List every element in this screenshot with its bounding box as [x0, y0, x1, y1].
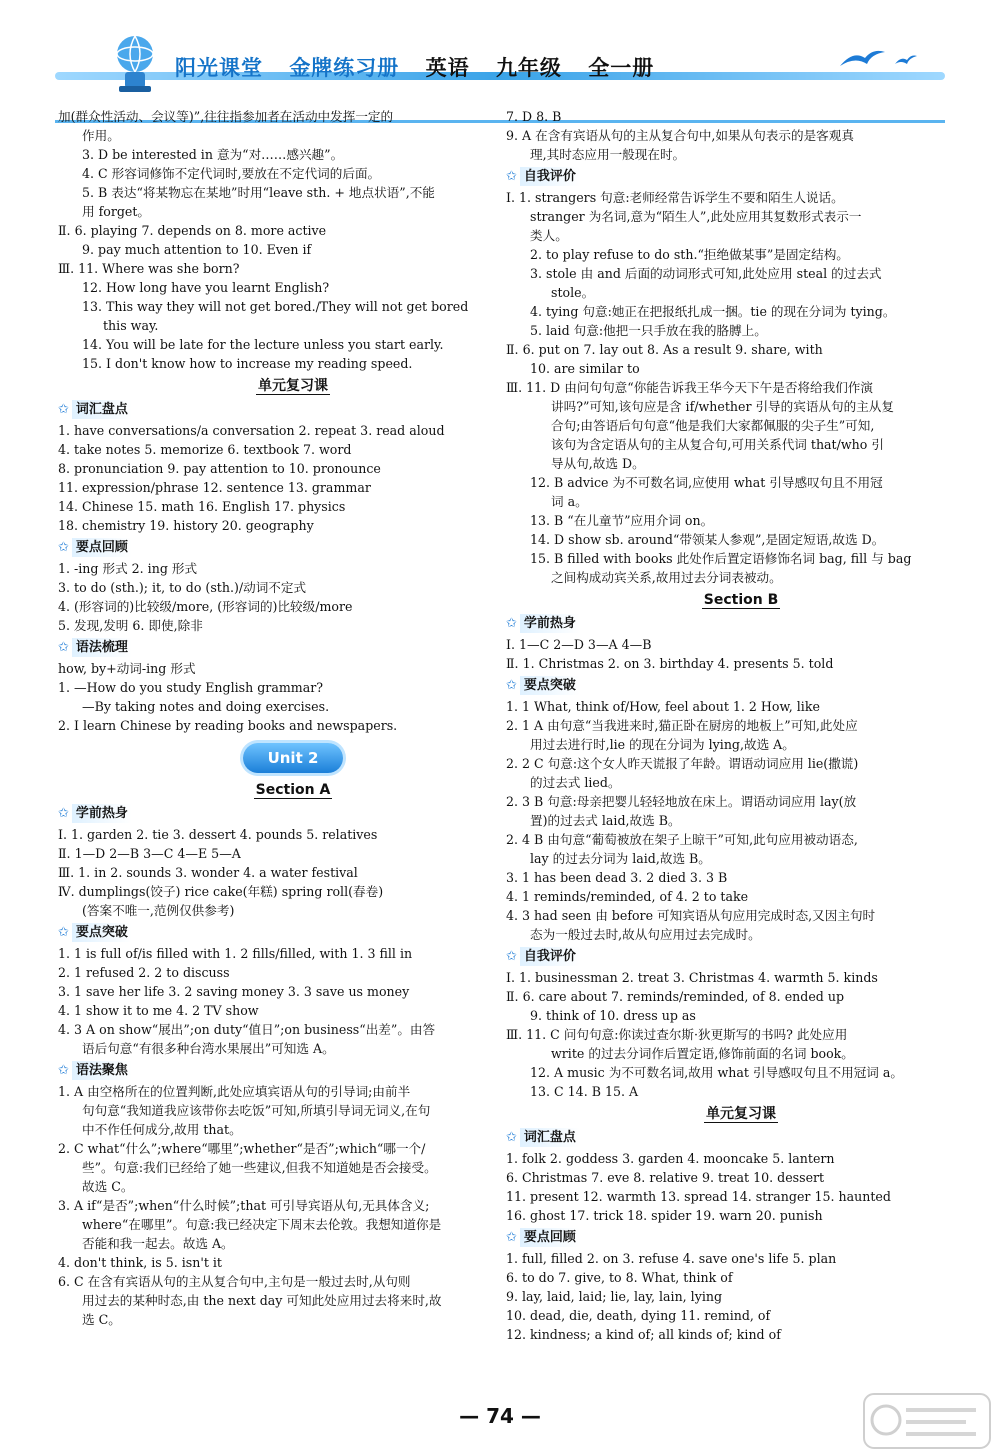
answer-line: 18. chemistry 19. history 20. geography — [58, 518, 314, 533]
answer-line: Ⅰ. 1. garden 2. tie 3. dessert 4. pounds 5. relatives — [58, 827, 378, 842]
star-icon: ✩ — [58, 925, 69, 940]
answer-line: Ⅰ. 1. strangers 句意:老师经常告诉学生不要和陌生人说话。 — [506, 190, 844, 205]
answer-line: 1. folk 2. goddess 3. garden 4. mooncake 5. lantern — [506, 1151, 835, 1166]
answer-line: 1. 1 What, think of/How, feel about 1. 2 How, like — [506, 699, 820, 714]
section-heading — [506, 675, 976, 696]
answer-line: 理,其时态应用一般现在时。 — [530, 147, 686, 162]
series-name: 金牌练习册 — [289, 56, 400, 80]
answer-line: 用过去进行时,lie 的现在分词为 lying,故选 A。 — [530, 737, 795, 752]
section-title-text: Section B — [703, 592, 779, 608]
answer-line: 9. think of 10. dress up as — [530, 1008, 696, 1023]
answer-line: 6. C 在含有宾语从句的主从复合句中,主句是一般过去时,从句则 — [58, 1274, 411, 1289]
answer-line: 13. C 14. B 15. A — [530, 1084, 639, 1099]
left-column — [58, 107, 528, 1329]
answer-line: 11. present 12. warmth 13. spread 14. stranger 15. haunted — [506, 1189, 891, 1204]
answer-line: 6. Christmas 7. eve 8. relative 9. treat 10. dessert — [506, 1170, 825, 1185]
answer-line: 2. C what“什么”;where“哪里”;whether“是否”;which“哪一个/ — [58, 1141, 426, 1156]
section-title-text: 单元复习课 — [258, 378, 328, 394]
answer-line: 2. I learn Chinese by reading books and newspapers. — [58, 718, 398, 733]
answer-line: 9. lay, laid, laid; lie, lay, lain, lying — [506, 1289, 723, 1304]
answer-line: 10. dead, die, death, dying 11. remind, of — [506, 1308, 771, 1323]
answer-line: 12. kindness; a kind of; all kinds of; kind of — [506, 1327, 781, 1342]
answer-line: 15. I don't know how to increase my reading speed. — [82, 356, 413, 371]
star-icon: ✩ — [506, 169, 517, 184]
answer-line: 5. 发现,发明 6. 即使,除非 — [58, 618, 203, 633]
answer-line: 12. How long have you learnt English? — [82, 280, 330, 295]
answer-line: 2. 2 C 句意:这个女人昨天谎报了年龄。谓语动词应用 lie(撒谎) — [506, 756, 859, 771]
answer-line: 类人。 — [530, 228, 568, 243]
answer-line: write 的过去分词作后置定语,修饰前面的名词 book。 — [551, 1046, 854, 1061]
answer-line: stranger 为名词,意为“陌生人”,此处应用其复数形式表示一 — [530, 209, 862, 224]
answer-line: 态为一般过去时,故从句应用过去完成时。 — [530, 927, 761, 942]
header-title — [175, 52, 672, 82]
answer-line: 4. take notes 5. memorize 6. textbook 7. word — [58, 442, 352, 457]
answer-line: 9. pay much attention to 10. Even if — [82, 242, 312, 257]
answer-line: 该句为含定语从句的主从复合句,可用关系代词 that/who 引 — [551, 437, 884, 452]
answer-line: 14. D show sb. around“带领某人参观”,是固定短语,故选 D。 — [530, 532, 885, 547]
answer-line: 选 C。 — [82, 1312, 121, 1327]
star-icon: ✩ — [58, 640, 69, 655]
answer-line: 讲吗?”可知,该句应是含 if/whether 引导的宾语从句的主从复 — [551, 399, 894, 414]
answer-line: 导从句,故选 D。 — [551, 456, 645, 471]
answer-line: Ⅲ. 11. C 问句句意:你读过查尔斯·狄更斯写的书吗? 此处应用 — [506, 1027, 848, 1042]
answer-line: 用 forget。 — [82, 204, 151, 219]
answer-line: 置)的过去式 laid,故选 B。 — [530, 813, 681, 828]
answer-line: 4. 1 show it to me 4. 2 TV show — [58, 1003, 259, 1018]
subject-label: 英语 — [425, 56, 470, 80]
page-header — [55, 30, 945, 105]
answer-line: Ⅱ. 6. care about 7. reminds/reminded, of 8. ended up — [506, 989, 845, 1004]
section-label: 要点突破 — [72, 923, 132, 942]
answer-line: Ⅳ. dumplings(饺子) rice cake(年糕) spring roll(春卷) — [58, 884, 384, 899]
answer-line: 3. stole 由 and 后面的动词形式可知,此处应用 steal 的过去式 — [530, 266, 882, 281]
grade-label: 九年级 — [495, 56, 562, 80]
answer-line: 10. are similar to — [530, 361, 640, 376]
section-heading — [506, 1227, 976, 1248]
answer-line: 1. -ing 形式 2. ing 形式 — [58, 561, 198, 576]
section-heading — [58, 537, 528, 558]
section-label: 要点突破 — [520, 676, 580, 695]
answer-line: 词 a。 — [551, 494, 588, 509]
section-label: 语法梳理 — [72, 638, 132, 657]
star-icon: ✩ — [58, 806, 69, 821]
answer-line: 4. 3 A on show“展出”;on duty“值日”;on business“出差”。由答 — [58, 1022, 436, 1037]
sunshine-globe-logo — [105, 32, 165, 94]
answer-line: 4. (形容词的)比较级/more, (形容词的)比较级/more — [58, 599, 353, 614]
section-heading — [506, 1127, 976, 1148]
answer-line: 2. 1 refused 2. 2 to discuss — [58, 965, 230, 980]
section-label: 语法聚焦 — [72, 1061, 132, 1080]
answer-line: lay 的过去分词为 laid,故选 B。 — [530, 851, 711, 866]
section-label: 自我评价 — [520, 167, 580, 186]
answer-line: 的过去式 lied。 — [530, 775, 621, 790]
section-heading — [506, 946, 976, 967]
answer-line: 6. to do 7. give, to 8. What, think of — [506, 1270, 733, 1285]
answer-line: 用过去的某种时态,由 the next day 可知此处应用过去将来时,故 — [82, 1293, 442, 1308]
answer-line: 句句意“我知道我应该带你去吃饭”可知,所填引导词无词义,在句 — [82, 1103, 431, 1118]
section-label: 要点回顾 — [520, 1228, 580, 1247]
star-icon: ✩ — [506, 678, 517, 693]
answer-line: 5. B 表达“将某物忘在某地”时用“leave sth. + 地点状语”,不能 — [82, 185, 435, 200]
answer-line: 3. D be interested in 意为“对……感兴趣”。 — [82, 147, 344, 162]
answer-line: 14. You will be late for the lecture unless you start early. — [82, 337, 444, 352]
section-heading — [58, 922, 528, 943]
answer-line: 4. tying 句意:她正在把报纸扎成一捆。tie 的现在分词为 tying。 — [530, 304, 896, 319]
flying-birds-icon — [835, 44, 925, 74]
answer-line: 1. 1 is full of/is filled with 1. 2 fills/filled, with 1. 3 fill in — [58, 946, 413, 961]
section-heading — [58, 399, 528, 420]
answer-line: 11. expression/phrase 12. sentence 13. grammar — [58, 480, 371, 495]
answer-line: Ⅱ. 1. Christmas 2. on 3. birthday 4. presents 5. told — [506, 656, 834, 671]
section-title-text: Section A — [255, 782, 331, 798]
answer-line: 13. This way they will not get bored./They will not get bored — [82, 299, 469, 314]
star-icon: ✩ — [58, 402, 69, 417]
section-heading — [506, 613, 976, 634]
answer-line: how, by+动词-ing 形式 — [58, 661, 196, 676]
section-label: 学前热身 — [520, 614, 580, 633]
answer-line: 2. to play refuse to do sth.“拒绝做某事”是固定结构。 — [530, 247, 849, 262]
section-title — [506, 1103, 976, 1125]
star-icon: ✩ — [506, 1130, 517, 1145]
section-title-text: 单元复习课 — [706, 1106, 776, 1122]
right-column — [506, 107, 976, 1344]
answer-line: 2. 1 A 由句意“当我进来时,猫正卧在厨房的地板上”可知,此处应 — [506, 718, 858, 733]
volume-label: 全一册 — [588, 56, 655, 80]
star-icon: ✩ — [58, 540, 69, 555]
page-number: — 74 — — [459, 1404, 541, 1428]
answer-line: —By taking notes and doing exercises. — [82, 699, 330, 714]
answer-line: 些”。句意:我们已经给了她一些建议,但我不知道她是否会接受。 — [82, 1160, 437, 1175]
star-icon: ✩ — [506, 616, 517, 631]
answer-line: 作用。 — [82, 128, 120, 143]
answer-line: 14. Chinese 15. math 16. English 17. physics — [58, 499, 346, 514]
answer-line: 语后句意“有很多种台湾水果展出”可知选 A。 — [82, 1041, 335, 1056]
answer-line: 3. 1 save her life 3. 2 saving money 3. 3 save us money — [58, 984, 410, 999]
brand-name: 阳光课堂 — [175, 56, 263, 80]
answer-line: 7. D 8. B — [506, 109, 562, 124]
answer-line: 4. C 形容词修饰不定代词时,要放在不定代词的后面。 — [82, 166, 381, 181]
answer-line: stole。 — [551, 285, 595, 300]
answer-line: 否能和我一起去。故选 A。 — [82, 1236, 234, 1251]
star-icon: ✩ — [506, 949, 517, 964]
star-icon: ✩ — [58, 1063, 69, 1078]
answer-line: 15. B filled with books 此处作后置定语修饰名词 bag, fill 与 bag — [530, 551, 912, 566]
answer-line: Ⅱ. 6. playing 7. depends on 8. more active — [58, 223, 327, 238]
answer-line: 9. A 在含有宾语从句的主从复合句中,如果从句表示的是客观真 — [506, 128, 854, 143]
answer-line: 12. B advice 为不可数名词,应使用 what 引导感叹句且不用冠 — [530, 475, 883, 490]
section-heading — [58, 637, 528, 658]
answer-site-watermark — [862, 1392, 992, 1450]
answer-line: Ⅲ. 11. D 由问句句意“你能告诉我王华今天下午是否将给我们作演 — [506, 380, 873, 395]
answer-line: 3. 1 has been dead 3. 2 died 3. 3 B — [506, 870, 728, 885]
answer-line: 13. B “在儿童节”应用介词 on。 — [530, 513, 714, 528]
answer-line: 16. ghost 17. trick 18. spider 19. warn 20. punish — [506, 1208, 823, 1223]
unit-badge: Unit 2 — [243, 743, 343, 773]
section-heading — [506, 166, 976, 187]
section-label: 学前热身 — [72, 804, 132, 823]
answer-line: 1. A 由空格所在的位置判断,此处应填宾语从句的引导词;由前半 — [58, 1084, 411, 1099]
answer-line: 3. to do (sth.); it, to do (sth.)/动词不定式 — [58, 580, 307, 595]
section-label: 词汇盘点 — [520, 1128, 580, 1147]
answer-line: 4. 3 had seen 由 before 可知宾语从句应用完成时态,又因主句时 — [506, 908, 876, 923]
answer-line: Ⅰ. 1. businessman 2. treat 3. Christmas 4. warmth 5. kinds — [506, 970, 878, 985]
answer-line: Ⅱ. 6. put on 7. lay out 8. As a result 9. share, with — [506, 342, 823, 357]
section-label: 词汇盘点 — [72, 400, 132, 419]
answer-line: Ⅱ. 1—D 2—B 3—C 4—E 5—A — [58, 846, 241, 861]
section-title — [506, 589, 976, 611]
answer-line: 4. don't think, is 5. isn't it — [58, 1255, 222, 1270]
star-icon: ✩ — [506, 1230, 517, 1245]
answer-line: Ⅲ. 11. Where was she born? — [58, 261, 240, 276]
answer-line: 合句;由答语后句句意“他是我们大家都佩服的尖子生”可知, — [551, 418, 875, 433]
answer-line: (答案不唯一,范例仅供参考) — [82, 903, 235, 918]
section-label: 要点回顾 — [72, 538, 132, 557]
answer-line: 1. have conversations/a conversation 2. repeat 3. read aloud — [58, 423, 445, 438]
answer-line: Ⅰ. 1—C 2—D 3—A 4—B — [506, 637, 652, 652]
answer-line: 2. 3 B 句意:母亲把婴儿轻轻地放在床上。谓语动词应用 lay(放 — [506, 794, 857, 809]
answer-line: 加(群众性活动、会议等)”,往往指参加者在活动中发挥一定的 — [58, 109, 394, 124]
answer-line: 8. pronunciation 9. pay attention to 10. pronounce — [58, 461, 381, 476]
answer-line: 1. —How do you study English grammar? — [58, 680, 323, 695]
section-title — [58, 375, 528, 397]
answer-line: 故选 C。 — [82, 1179, 134, 1194]
section-title — [58, 779, 528, 801]
answer-line: 4. 1 reminds/reminded, of 4. 2 to take — [506, 889, 749, 904]
answer-line: Ⅲ. 1. in 2. sounds 3. wonder 4. a water festival — [58, 865, 358, 880]
section-heading — [58, 1060, 528, 1081]
answer-line: 中不作任何成分,故用 that。 — [82, 1122, 242, 1137]
answer-line: this way. — [103, 318, 159, 333]
answer-line: 3. A if“是否”;when“什么时候”;that 可引导宾语从句,无具体含义; — [58, 1198, 430, 1213]
answer-line: 1. full, filled 2. on 3. refuse 4. save one's life 5. plan — [506, 1251, 837, 1266]
section-label: 自我评价 — [520, 947, 580, 966]
answer-line: where“在哪里”。句意:我已经决定下周末去伦敦。我想知道你是 — [82, 1217, 442, 1232]
answer-line: 5. laid 句意:他把一只手放在我的胳膊上。 — [530, 323, 767, 338]
section-heading — [58, 803, 528, 824]
answer-line: 12. A music 为不可数名词,故用 what 引导感叹句且不用冠词 a。 — [530, 1065, 903, 1080]
answer-line: 之间构成动宾关系,故用过去分词表被动。 — [551, 570, 782, 585]
answer-line: 2. 4 B 由句意“葡萄被放在架子上晾干”可知,此句应用被动语态, — [506, 832, 858, 847]
